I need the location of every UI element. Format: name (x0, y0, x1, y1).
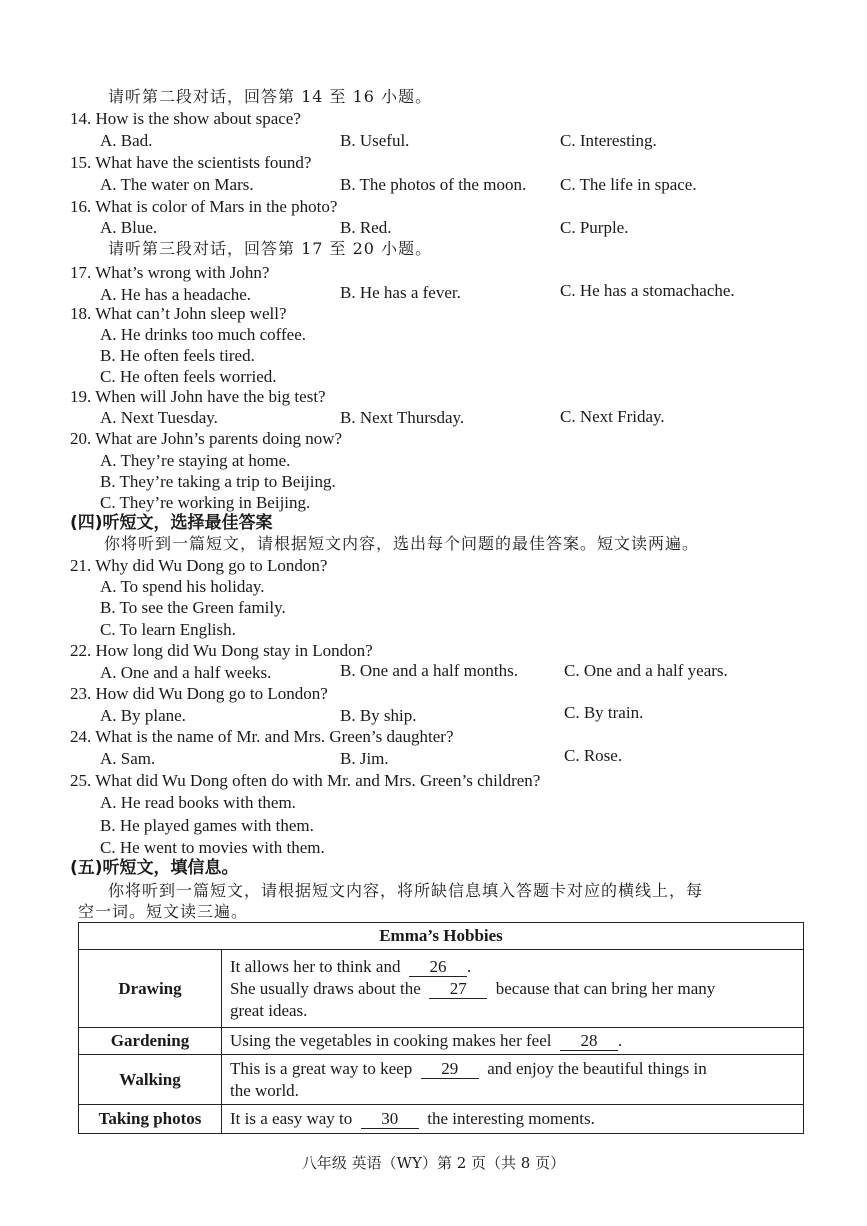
row-content-drawing (222, 950, 804, 1028)
gardening-text-end: . (617, 1031, 623, 1050)
question-24: 24. What is the name of Mr. and Mrs. Green’s daughter? (70, 727, 454, 746)
option-15-a: A. The water on Mars. (100, 175, 254, 194)
table-row-gardening (79, 1028, 804, 1055)
row-content-taking-photos (222, 1105, 804, 1134)
part-5-instruction-line-2: 空一词。短文读三遍。 (78, 902, 249, 921)
option-19-a: A. Next Tuesday. (100, 408, 218, 427)
option-17-b: B. He has a fever. (340, 283, 461, 302)
option-22-c: C. One and a half years. (564, 661, 728, 680)
option-24-b: B. Jim. (340, 749, 389, 768)
row-content-gardening (222, 1028, 804, 1055)
table-title: Emma’s Hobbies (79, 923, 804, 950)
option-15-c: C. The life in space. (560, 175, 697, 194)
category-drawing: Drawing (79, 950, 222, 1028)
photos-text: It is a easy way to (230, 1109, 353, 1128)
part-4-title: (四)听短文，选择最佳答案 (70, 513, 273, 533)
blank-26[interactable]: 26 (409, 958, 467, 977)
section-intro-dialog-3: 请听第三段对话，回答第 17 至 20 小题。 (108, 239, 433, 258)
option-23-b: B. By ship. (340, 706, 417, 725)
option-16-a: A. Blue. (100, 218, 158, 237)
question-20: 20. What are John’s parents doing now? (70, 429, 343, 448)
option-24-a: A. Sam. (100, 749, 156, 768)
drawing-text-1-end: . (466, 956, 472, 976)
option-22-a: A. One and a half weeks. (100, 663, 272, 682)
blank-30[interactable]: 30 (361, 1110, 419, 1129)
category-taking-photos: Taking photos (79, 1105, 222, 1134)
option-21-a: A. To spend his holiday. (100, 577, 265, 596)
drawing-text-2-end: because that can bring her many (495, 978, 716, 998)
option-18-a: A. He drinks too much coffee. (100, 325, 306, 344)
option-17-c: C. He has a stomachache. (560, 281, 735, 300)
option-21-b: B. To see the Green family. (100, 598, 286, 617)
option-19-b: B. Next Thursday. (340, 408, 465, 427)
page-footer: 八年级 英语（WY）第 2 页（共 8 页） (301, 1154, 566, 1172)
question-23: 23. How did Wu Dong go to London? (70, 684, 328, 703)
question-15: 15. What have the scientists found? (70, 153, 312, 172)
question-19: 19. When will John have the big test? (70, 387, 326, 406)
category-gardening: Gardening (79, 1028, 222, 1055)
option-14-b: B. Useful. (340, 131, 410, 150)
walking-text-1-end: and enjoy the beautiful things in (487, 1058, 707, 1078)
question-17: 17. What’s wrong with John? (70, 263, 270, 282)
question-22: 22. How long did Wu Dong stay in London? (70, 641, 373, 660)
option-25-b: B. He played games with them. (100, 816, 314, 835)
option-23-a: A. By plane. (100, 706, 186, 725)
drawing-text-3: great ideas. (230, 1000, 308, 1020)
table-row-drawing (79, 950, 804, 1028)
option-16-c: C. Purple. (560, 218, 629, 237)
blank-27[interactable]: 27 (429, 980, 487, 999)
option-20-c: C. They’re working in Beijing. (100, 493, 311, 512)
option-16-b: B. Red. (340, 218, 392, 237)
photos-text-end: the interesting moments. (427, 1109, 595, 1128)
question-16: 16. What is color of Mars in the photo? (70, 197, 338, 216)
section-intro-dialog-2: 请听第二段对话，回答第 14 至 16 小题。 (108, 87, 433, 106)
hobbies-table (78, 922, 804, 1134)
question-18: 18. What can’t John sleep well? (70, 304, 287, 323)
part-4-instruction: 你将听到一篇短文，请根据短文内容，选出每个问题的最佳答案。短文读两遍。 (104, 534, 700, 553)
row-content-walking (222, 1055, 804, 1105)
option-14-c: C. Interesting. (560, 131, 657, 150)
option-25-a: A. He read books with them. (100, 793, 296, 812)
option-17-a: A. He has a headache. (100, 285, 252, 304)
question-21: 21. Why did Wu Dong go to London? (70, 556, 328, 575)
part-5-instruction-line-1: 你将听到一篇短文，请根据短文内容，将所缺信息填入答题卡对应的横线上，每 (108, 881, 704, 900)
option-21-c: C. To learn English. (100, 620, 236, 639)
category-walking: Walking (79, 1055, 222, 1105)
question-14: 14. How is the show about space? (70, 109, 301, 128)
option-19-c: C. Next Friday. (560, 407, 665, 426)
option-14-a: A. Bad. (100, 131, 153, 150)
option-22-b: B. One and a half months. (340, 661, 518, 680)
option-18-b: B. He often feels tired. (100, 346, 255, 365)
option-15-b: B. The photos of the moon. (340, 175, 527, 194)
question-25: 25. What did Wu Dong often do with Mr. and Mrs. Green’s children? (70, 771, 541, 790)
drawing-text-1: It allows her to think and (230, 956, 401, 976)
option-24-c: C. Rose. (564, 746, 623, 765)
walking-text-1: This is a great way to keep (230, 1058, 413, 1078)
option-18-c: C. He often feels worried. (100, 367, 277, 386)
blank-29[interactable]: 29 (421, 1060, 479, 1079)
blank-28[interactable]: 28 (560, 1032, 618, 1051)
option-20-a: A. They’re staying at home. (100, 451, 291, 470)
table-row-walking (79, 1055, 804, 1105)
option-20-b: B. They’re taking a trip to Beijing. (100, 472, 336, 491)
table-row-taking-photos (79, 1105, 804, 1134)
gardening-text: Using the vegetables in cooking makes her feel (230, 1031, 552, 1050)
option-23-c: C. By train. (564, 703, 644, 722)
option-25-c: C. He went to movies with them. (100, 838, 325, 857)
walking-text-2: the world. (230, 1080, 299, 1100)
part-5-title: (五)听短文，填信息。 (70, 858, 239, 878)
drawing-text-2: She usually draws about the (230, 978, 421, 998)
